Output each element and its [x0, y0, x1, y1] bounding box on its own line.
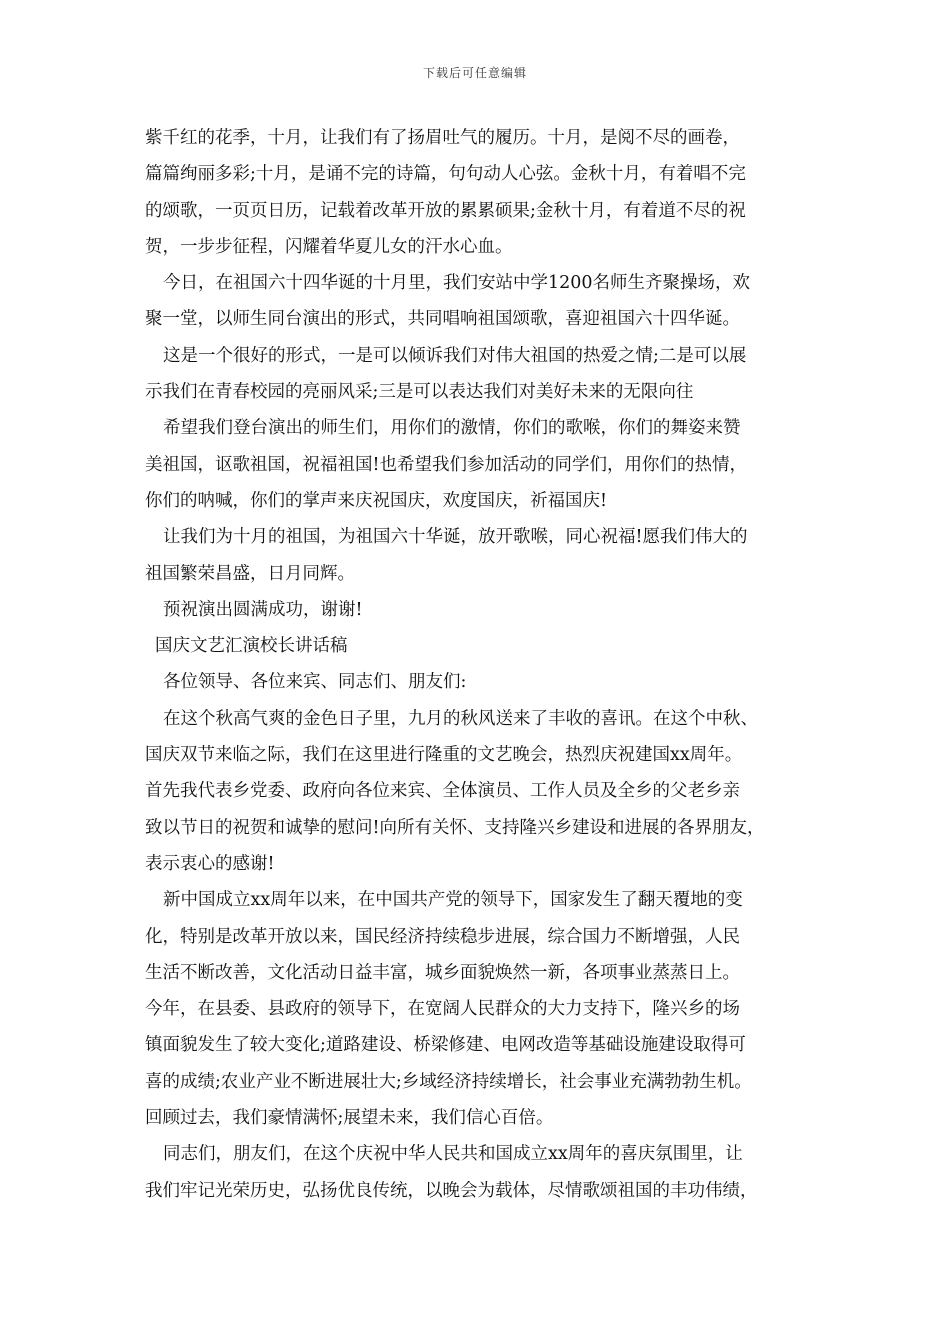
text-line: 祖国繁荣昌盛，日月同辉。 — [145, 563, 355, 584]
document-body — [145, 120, 810, 1209]
text-line: 紫千红的花季，十月，让我们有了扬眉吐气的履历。十月，是阅不尽的画卷， — [145, 128, 740, 148]
text-line: 化，特别是改革开放以来，国民经济持续稳步进展，综合国力不断增强，人民 — [145, 926, 740, 947]
page-header: 下载后可任意编辑 — [422, 66, 527, 80]
text-line: 美祖国，讴歌祖国，祝福祖国!也希望我们参加活动的同学们，用你们的热情， — [145, 454, 748, 475]
text-line: 贺，一步步征程，闪耀着华夏儿女的汗水心血。 — [145, 236, 513, 257]
paragraph-start-line: 这是一个很好的形式，一是可以倾诉我们对伟大祖国的热爱之情;二是可以展 — [163, 345, 747, 366]
text-line: 喜的成绩;农业产业不断进展壮大;乡域经济持续增长，社会事业充满勃勃生机。 — [145, 1071, 752, 1092]
text-line: 今年，在县委、县政府的领导下，在宽阔人民群众的大力支持下，隆兴乡的场 — [145, 999, 740, 1020]
text-line: 示我们在青春校园的亮丽风采;三是可以表达我们对美好未来的无限向往 — [145, 382, 694, 403]
text-line: 镇面貌发生了较大变化;道路建设、桥梁修建、电网改造等基础设施建设取得可 — [145, 1035, 746, 1056]
text-line: 国庆双节来临之际，我们在这里进行隆重的文艺晚会，热烈庆祝建国xx周年。 — [145, 745, 743, 766]
text-line: 回顾过去，我们豪情满怀;展望未来，我们信心百倍。 — [145, 1108, 554, 1129]
text-line: 的颂歌，一页页日历，记载着改革开放的累累硕果;金秋十月，有着道不尽的祝 — [145, 200, 746, 221]
salutation-line: 各位领导、各位来宾、同志们、朋友们: — [163, 672, 467, 693]
paragraph-start-line: 希望我们登台演出的师生们，用你们的激情，你们的歌喉，你们的舞姿来赞 — [163, 418, 741, 439]
text-line: 篇篇绚丽多彩;十月，是诵不完的诗篇，句句动人心弦。金秋十月，有着唱不完 — [145, 164, 746, 185]
text-line: 首先我代表乡党委、政府向各位来宾、全体演员、工作人员及全乡的父老乡亲 — [145, 781, 740, 802]
text-line: 聚一堂，以师生同台演出的形式，共同唱响祖国颂歌，喜迎祖国六十四华诞。 — [145, 309, 740, 330]
paragraph-start-line: 新中国成立xx周年以来，在中国共产党的领导下，国家发生了翻天覆地的变 — [163, 890, 743, 911]
section-title: 国庆文艺汇演校长讲话稿 — [155, 636, 348, 657]
text-line: 我们牢记光荣历史，弘扬优良传统，以晚会为载体，尽情歌颂祖国的丰功伟绩， — [145, 1180, 758, 1201]
paragraph-start-line: 同志们，朋友们，在这个庆祝中华人民共和国成立xx周年的喜庆氛围里，让 — [163, 1144, 743, 1165]
text-line: 表示衷心的感谢! — [145, 853, 275, 874]
text-line: 你们的呐喊，你们的掌声来庆祝国庆，欢度国庆，祈福国庆! — [145, 490, 608, 511]
text-line: 致以节日的祝贺和诚挚的慰问!向所有关怀、支持隆兴乡建设和进展的各界朋友， — [145, 817, 765, 838]
text-line: 生活不断改善，文化活动日益丰富，城乡面貌焕然一新，各项事业蒸蒸日上。 — [145, 962, 740, 983]
paragraph-start-line: 让我们为十月的祖国，为祖国六十华诞，放开歌喉，同心祝福!愿我们伟大的 — [163, 527, 748, 548]
paragraph-start-line: 预祝演出圆满成功，谢谢! — [163, 599, 363, 620]
paragraph-start-line: 在这个秋高气爽的金色日子里，九月的秋风送来了丰收的喜讯。在这个中秋、 — [163, 708, 758, 729]
paragraph-start-line: 今日，在祖国六十四华诞的十月里，我们安站中学1200名师生齐聚操场，欢 — [163, 273, 751, 294]
